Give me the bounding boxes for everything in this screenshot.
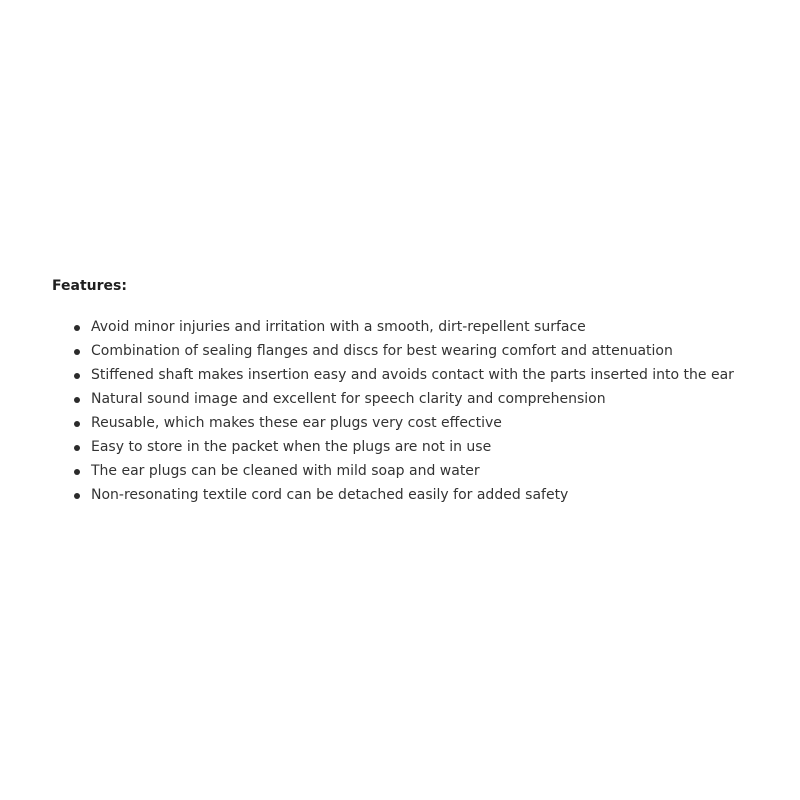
- list-item-text: Reusable, which makes these ear plugs very cost effective: [91, 415, 502, 431]
- bullet-icon: [74, 373, 80, 379]
- features-section: [52, 276, 782, 507]
- list-item-text: Stiffened shaft makes insertion easy and avoids contact with the parts inserted into the ear: [91, 367, 734, 383]
- list-item-text: Natural sound image and excellent for speech clarity and comprehension: [91, 391, 606, 407]
- bullet-icon: [74, 493, 80, 499]
- list-item: [52, 339, 782, 363]
- list-item-text: Combination of sealing flanges and discs for best wearing comfort and attenuation: [91, 343, 673, 359]
- list-item-text: Non-resonating textile cord can be detached easily for added safety: [91, 487, 569, 503]
- list-item: [52, 411, 782, 435]
- bullet-icon: [74, 421, 80, 427]
- bullet-icon: [74, 325, 80, 331]
- list-item-text: Avoid minor injuries and irritation with a smooth, dirt-repellent surface: [91, 319, 586, 335]
- bullet-icon: [74, 469, 80, 475]
- bullet-icon: [74, 349, 80, 355]
- features-list: [52, 315, 782, 507]
- list-item-text: Easy to store in the packet when the plugs are not in use: [91, 439, 492, 455]
- list-item: [52, 387, 782, 411]
- list-item-text: The ear plugs can be cleaned with mild soap and water: [91, 463, 480, 479]
- features-heading: Features:: [52, 278, 127, 294]
- bullet-icon: [74, 397, 80, 403]
- list-item: [52, 459, 782, 483]
- list-item: [52, 435, 782, 459]
- bullet-icon: [74, 445, 80, 451]
- list-item: [52, 315, 782, 339]
- list-item: [52, 363, 782, 387]
- list-item: [52, 483, 782, 507]
